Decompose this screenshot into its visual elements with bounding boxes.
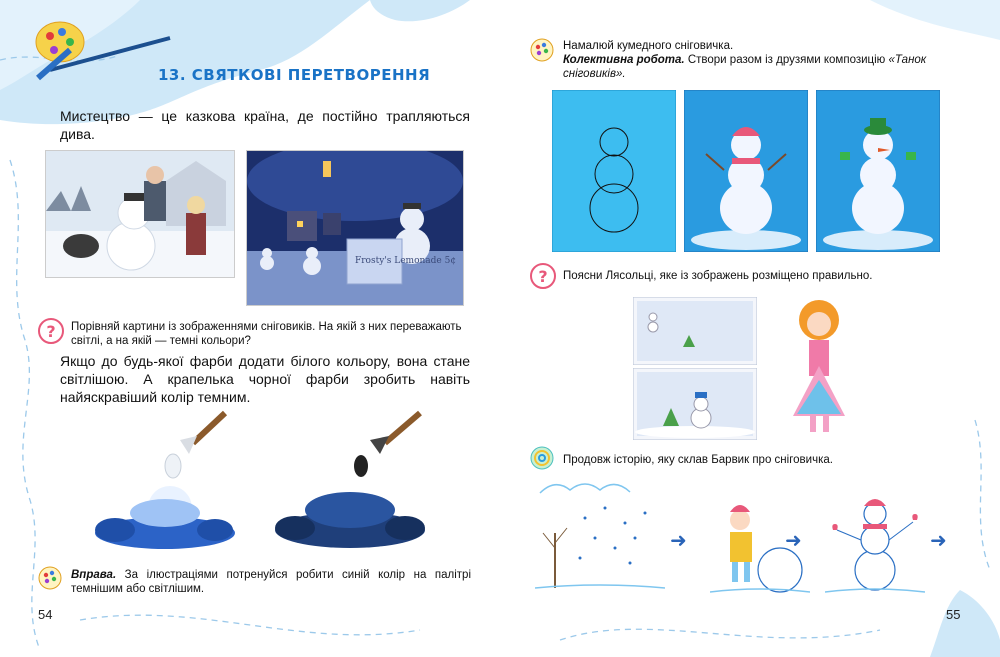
story-scene-snowman	[825, 490, 925, 596]
continue-story-task: Продовж історію, яку склав Барвик про сніговичка.	[563, 454, 833, 466]
question-icon: ?	[530, 263, 556, 289]
intro-paragraph: Мистецтво — це казкова країна, де постійно трапляються дива.	[60, 108, 470, 142]
lemonade-sign: Frosty's Lemonade 5¢	[355, 256, 457, 266]
collab-body: Створи разом із друзями композицію	[684, 54, 889, 66]
arrow-right-icon: ➜	[670, 530, 687, 552]
exercise-body: За ілюстраціями потренуйся робити синій колір на палітрі темнішим або світлішим.	[71, 569, 471, 595]
snowman-step-1	[552, 90, 676, 252]
page-number-right: 55	[946, 607, 961, 622]
draw-snowman-task: Намалюй кумедного сніговичка.	[563, 40, 734, 52]
snowman-step-2	[684, 90, 808, 252]
light-paint-illustration	[85, 408, 245, 556]
story-scene-snowfall	[535, 478, 665, 596]
page-number-left: 54	[38, 607, 53, 622]
scene-card-bottom	[633, 368, 757, 440]
palette-icon	[38, 566, 62, 590]
dark-snowman-painting	[246, 150, 464, 306]
collab-label: Колективна робота.	[563, 54, 685, 66]
girl-character	[783, 296, 855, 442]
spiral-icon	[530, 446, 554, 470]
arrow-right-icon: ➜	[785, 530, 802, 552]
arrow-right-icon: ➜	[930, 530, 947, 552]
collab-task	[563, 53, 968, 81]
paint-paragraph: Якщо до будь-якої фарби додати білого кольору, вона стане світлішою. А крапелька чорної фарби зробить навіть найяскравіший колір темним.	[60, 353, 470, 405]
compare-question: Порівняй картини із зображеннями сніговиків. На якій з них переважають світлі, а на якій — темні кольори?	[71, 321, 462, 347]
scene-card-top	[633, 297, 757, 365]
snowman-step-3	[816, 90, 940, 252]
explain-question: Поясни Лясольці, яке із зображень розміщено правильно.	[563, 270, 873, 282]
page-title: 13. СВЯТКОВІ ПЕРЕТВОРЕННЯ	[158, 66, 431, 84]
palette-icon	[530, 38, 554, 62]
collab-quote: «Танок сніговиків».	[563, 54, 927, 80]
exercise-text	[71, 568, 471, 596]
question-icon: ?	[38, 318, 64, 344]
dark-paint-illustration	[265, 408, 435, 556]
exercise-label: Вправа.	[71, 569, 117, 581]
light-snowman-painting	[45, 150, 235, 278]
